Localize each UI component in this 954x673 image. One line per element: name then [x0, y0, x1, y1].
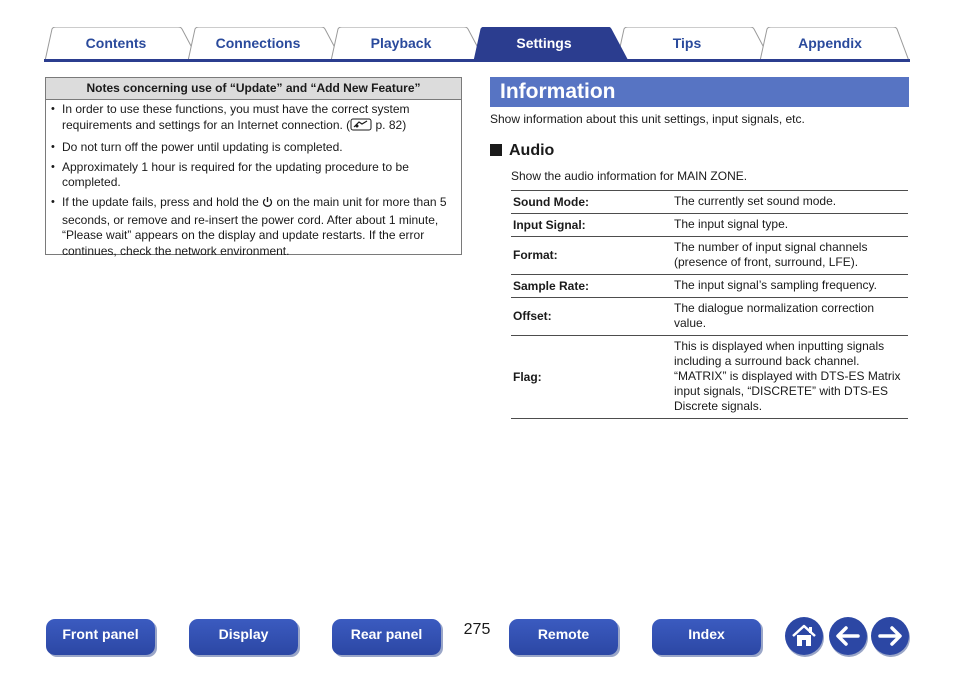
home-icon: [785, 617, 823, 655]
row-value: The currently set sound mode.: [672, 191, 908, 214]
tab-tips[interactable]: Tips: [672, 35, 702, 51]
forward-button[interactable]: [871, 617, 909, 655]
note-text: Approximately 1 hour is required for the updating procedure to be completed.: [62, 159, 409, 189]
index-button[interactable]: Index: [652, 619, 761, 655]
tab-settings[interactable]: Settings: [516, 35, 572, 51]
tab-playback[interactable]: Playback: [370, 35, 432, 51]
row-key: Sample Rate:: [511, 275, 672, 298]
tab-connections[interactable]: Connections: [215, 35, 301, 51]
rear-panel-button[interactable]: Rear panel: [332, 619, 441, 655]
row-key: Input Signal:: [511, 214, 672, 237]
row-value: The input signal’s sampling frequency.: [672, 275, 908, 298]
row-value: The dialogue normalization correction value.: [672, 298, 908, 336]
table-row: [511, 191, 908, 214]
section-intro: Show information about this unit settings, input signals, etc.: [490, 112, 805, 126]
section-title-bar: [490, 77, 909, 107]
tab-contents[interactable]: Contents: [85, 35, 147, 51]
audio-intro: Show the audio information for MAIN ZONE.: [511, 169, 748, 183]
note-item: [62, 160, 455, 191]
row-value: The number of input signal channels (presence of front, surround, LFE).: [672, 237, 908, 275]
display-button[interactable]: Display: [189, 619, 298, 655]
row-key: Offset:: [511, 298, 672, 336]
back-button[interactable]: [829, 617, 867, 655]
forward-arrow-icon: [871, 617, 909, 655]
note-item: [62, 195, 455, 259]
note-text: In order to use these functions, you must have the correct system requirements and settings for an Internet connection. (: [62, 102, 410, 132]
table-row: [511, 214, 908, 237]
back-arrow-icon: [829, 617, 867, 655]
row-value: This is displayed when inputting signals including a surround back channel. “MATRIX” is displayed with DTS-ES Matrix input signals, “DISCRETE” with DTS-ES Discrete signals.: [672, 336, 908, 419]
remote-button[interactable]: Remote: [509, 619, 618, 655]
tab-underline: [44, 59, 910, 62]
audio-heading: [490, 142, 554, 160]
power-icon: [262, 196, 273, 213]
top-tab-bar: [44, 27, 910, 61]
note-item: [62, 140, 455, 156]
square-bullet-icon: [490, 144, 502, 156]
note-text: on the main unit for more than 5 seconds, or remove and re-insert the power cord. After about 1 minute, “Please wait” appears on the display and update restarts. If the error continues, check the network environment.: [62, 195, 447, 258]
table-row: [511, 336, 908, 419]
audio-heading-text: Audio: [509, 142, 555, 159]
row-value: The input signal type.: [672, 214, 908, 237]
page-number: 275: [463, 621, 491, 638]
page-title: Information: [500, 80, 616, 103]
note-page-ref[interactable]: p. 82): [372, 117, 407, 132]
home-button[interactable]: [785, 617, 823, 655]
row-key: Sound Mode:: [511, 191, 672, 214]
row-key: Format:: [511, 237, 672, 275]
note-item: [62, 102, 455, 135]
front-panel-button[interactable]: Front panel: [46, 619, 155, 655]
notes-title: Notes concerning use of “Update” and “Add New Feature”: [46, 78, 461, 100]
table-row: [511, 275, 908, 298]
note-text: If the update fails, press and hold the: [62, 195, 263, 209]
audio-info-table: [511, 190, 908, 419]
row-key: Flag:: [511, 336, 672, 419]
tab-appendix[interactable]: Appendix: [798, 35, 862, 51]
table-row: [511, 237, 908, 275]
page-reference-icon: [350, 118, 372, 136]
note-text: Do not turn off the power until updating is completed.: [62, 139, 343, 154]
notes-list: [46, 100, 461, 259]
table-row: [511, 298, 908, 336]
notes-box: [45, 77, 462, 258]
